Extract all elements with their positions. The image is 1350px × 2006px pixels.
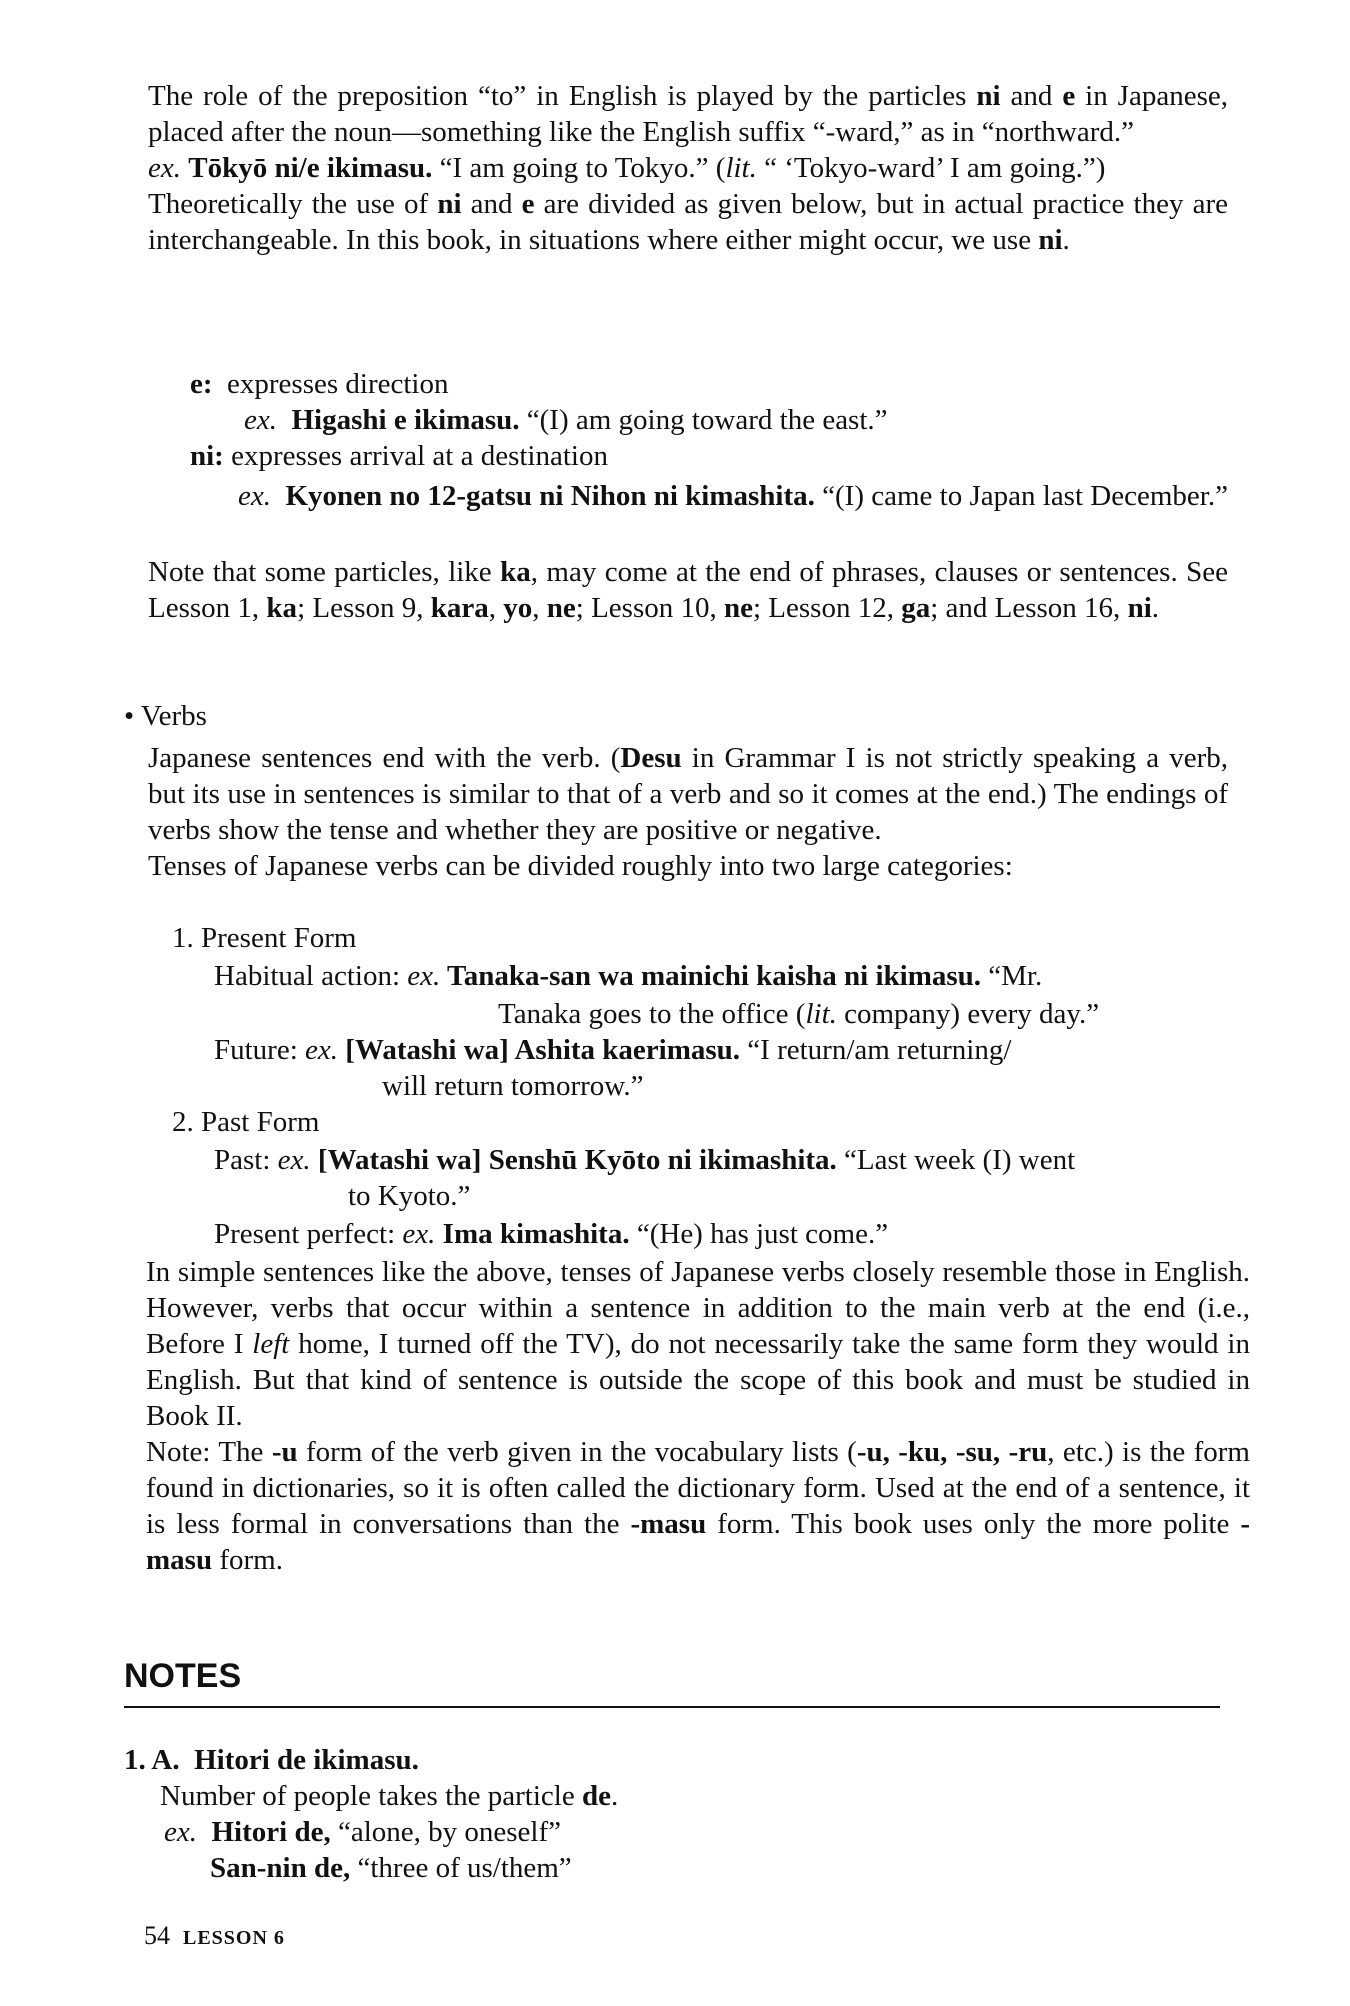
past-form-item: 2. Past Form	[172, 1106, 320, 1138]
notes-divider	[124, 1706, 1220, 1708]
ex-label: ex.	[407, 960, 441, 992]
lesson-label: LESSON 6	[183, 1927, 285, 1949]
verbs-paragraph-3	[0, 1254, 1250, 1434]
verbs-paragraph-1	[0, 740, 1228, 848]
text: company) every day.”	[836, 998, 1100, 1030]
future-line	[214, 1032, 1011, 1068]
particle-ga: ga	[901, 592, 931, 624]
present-perfect-line	[214, 1216, 888, 1252]
past-line	[214, 1142, 1075, 1178]
particle-ni: ni	[1038, 224, 1063, 256]
text: .	[1151, 592, 1159, 624]
ex-label: ex.	[244, 404, 277, 436]
text: ,	[532, 592, 547, 624]
page-number: 54	[144, 1921, 170, 1950]
text: Note that some particles, like	[148, 556, 501, 588]
lit-label: lit.	[805, 998, 837, 1030]
particle-ka: ka	[266, 592, 298, 624]
example-higashi	[244, 402, 888, 438]
particle-ka: ka	[500, 556, 531, 588]
text: Theoretically the use of	[148, 188, 438, 220]
example-english: “I return/am returning/	[740, 1034, 1012, 1066]
text: ; Lesson 12,	[753, 592, 902, 624]
form-u: -u	[271, 1436, 298, 1468]
lit-label: lit.	[725, 152, 757, 184]
verbs-heading: • Verbs	[124, 700, 207, 732]
word-desu: Desu	[620, 742, 682, 774]
label: Habitual action:	[214, 960, 408, 992]
verbs-paragraph-4	[0, 1434, 1250, 1578]
def-e	[190, 366, 448, 402]
particle-ne: ne	[724, 592, 753, 624]
text: form. This book uses only the more polite	[706, 1508, 1241, 1540]
text: .	[610, 1780, 619, 1812]
text: , may come at the end of phrases, clauses or sentences. See Lesson 1,	[148, 556, 1228, 624]
particle-e: e	[521, 188, 535, 220]
def-label: ni:	[190, 440, 224, 472]
note-1a-title	[124, 1742, 419, 1778]
future-line-2: will return tomorrow.”	[382, 1070, 644, 1102]
particle-ne: ne	[546, 592, 576, 624]
example-english: “alone, by oneself”	[330, 1816, 561, 1848]
past-line-2: to Kyoto.”	[348, 1180, 471, 1212]
ex-label: ex.	[164, 1816, 197, 1848]
habitual-action-line-2	[498, 996, 1099, 1032]
intro-paragraph-2	[0, 186, 1228, 258]
text: Number of people takes the particle	[160, 1780, 582, 1812]
text: in Grammar I is not strictly speaking a verb, but its use in sentences is similar to that of a verb and so it comes at the end.) The endings of verbs show the tense and whether they are positive or negative.	[148, 742, 1229, 846]
note-1a-desc	[160, 1778, 618, 1814]
ex-label: ex.	[277, 1144, 311, 1176]
intro-paragraph-1	[0, 78, 1228, 150]
example-english: “Last week (I) went	[836, 1144, 1076, 1176]
def-ni	[190, 438, 608, 474]
example-english: “(He) has just come.”	[629, 1218, 889, 1250]
def-label: e:	[190, 368, 213, 400]
notes-heading: NOTES	[124, 1657, 242, 1695]
example-japanese: Tanaka-san wa mainichi kaisha ni ikimasu.	[440, 960, 982, 992]
intro-section	[0, 78, 1350, 258]
example-japanese: Tōkyō ni/e ikimasu.	[188, 152, 433, 184]
habitual-action-line	[214, 958, 1042, 994]
page-footer	[144, 1918, 285, 1956]
verbs-paragraph-2: Tenses of Japanese verbs can be divided roughly into two large categories:	[148, 850, 1013, 882]
note-title: Hitori de ikimasu.	[194, 1744, 419, 1776]
example-japanese: [Watashi wa] Ashita kaerimasu.	[338, 1034, 741, 1066]
example-japanese: Hitori de,	[211, 1816, 331, 1848]
text: ; Lesson 9,	[297, 592, 431, 624]
text: and	[461, 188, 522, 220]
note-number: 1. A.	[124, 1744, 180, 1776]
example-japanese: San-nin de,	[210, 1852, 351, 1884]
text: are divided as given below, but in actual practice they are interchangeable. In this book, in situations where either might occur, we use	[148, 188, 1229, 256]
text: ; and Lesson 16,	[930, 592, 1128, 624]
text: ; Lesson 10,	[575, 592, 724, 624]
text: form.	[212, 1544, 283, 1576]
example-english: “(I) came to Japan last December.”	[814, 480, 1228, 512]
example-japanese: [Watashi wa] Senshū Kyōto ni ikimashita.	[310, 1144, 837, 1176]
example-japanese: Kyonen no 12-gatsu ni Nihon ni kimashita.	[285, 480, 815, 512]
form-list: -u, -ku, -su, -ru	[856, 1436, 1048, 1468]
example-japanese: Ima kimashita.	[435, 1218, 630, 1250]
text: Note: The	[146, 1436, 272, 1468]
ex-label: ex.	[148, 152, 181, 184]
particle-yo: yo	[503, 592, 533, 624]
text: in Japanese, placed after the noun—something like the English suffix “-ward,” as in “northward.”	[148, 80, 1228, 148]
label: Past:	[214, 1144, 278, 1176]
ex-label: ex.	[238, 480, 271, 512]
particle-kara: kara	[430, 592, 489, 624]
text: Japanese sentences end with the verb. (	[148, 742, 621, 774]
particle-ni: ni	[1127, 592, 1152, 624]
text: Tanaka goes to the office (	[498, 998, 806, 1030]
text: ,	[488, 592, 504, 624]
ex-label: ex.	[402, 1218, 436, 1250]
def-text: expresses arrival at a destination	[231, 440, 608, 472]
ex-label: ex.	[305, 1034, 339, 1066]
example-literal: “ ‘Tokyo-ward’ I am going.”)	[756, 152, 1106, 184]
form-masu: -masu	[630, 1508, 707, 1540]
particle-e: e	[1062, 80, 1076, 112]
verbs-paragraph-3-block	[0, 1254, 1350, 1578]
note-1a-example-2	[210, 1850, 572, 1886]
def-text: expresses direction	[227, 368, 449, 400]
present-form-item: 1. Present Form	[172, 922, 357, 954]
text: , etc.) is the form found in dictionaries, so it is often called the dictionary form. Used at the end of a sentence, it is less formal in conversations than the	[146, 1436, 1250, 1540]
text: .	[1062, 224, 1070, 256]
intro-paragraph-3-block	[0, 554, 1350, 626]
form-masu: -masu	[146, 1508, 1251, 1576]
word-left: left	[252, 1328, 290, 1360]
example-english: “Mr.	[981, 960, 1043, 992]
example-english: “three of us/them”	[350, 1852, 572, 1884]
label: Present perfect:	[214, 1218, 403, 1250]
example-japanese: Higashi e ikimasu.	[291, 404, 520, 436]
intro-paragraph-3	[0, 554, 1228, 626]
example-tokyo	[0, 150, 1228, 186]
text: home, I turned off the TV), do not necessarily take the same form they would in English. But that kind of sentence is outside the scope of this book and must be studied in Book II.	[146, 1328, 1250, 1432]
label: Future:	[214, 1034, 306, 1066]
example-kyonen	[0, 478, 1350, 514]
example-english: “(I) am going toward the east.”	[519, 404, 888, 436]
verbs-paragraph-1-block	[0, 740, 1350, 884]
text: In simple sentences like the above, tenses of Japanese verbs closely resemble those in English. However, verbs that occur within a sentence in addition to the main verb at the end (i.e., Before I	[146, 1256, 1250, 1360]
example-english: “I am going to Tokyo.” (	[432, 152, 726, 184]
text: The role of the preposition “to” in English is played by the particles	[148, 80, 977, 112]
text: form of the verb given in the vocabulary lists (	[297, 1436, 857, 1468]
text: and	[1000, 80, 1063, 112]
note-1a-example-1	[164, 1814, 561, 1850]
particle-ni: ni	[976, 80, 1001, 112]
particle-ni: ni	[437, 188, 462, 220]
particle-de: de	[581, 1780, 611, 1812]
